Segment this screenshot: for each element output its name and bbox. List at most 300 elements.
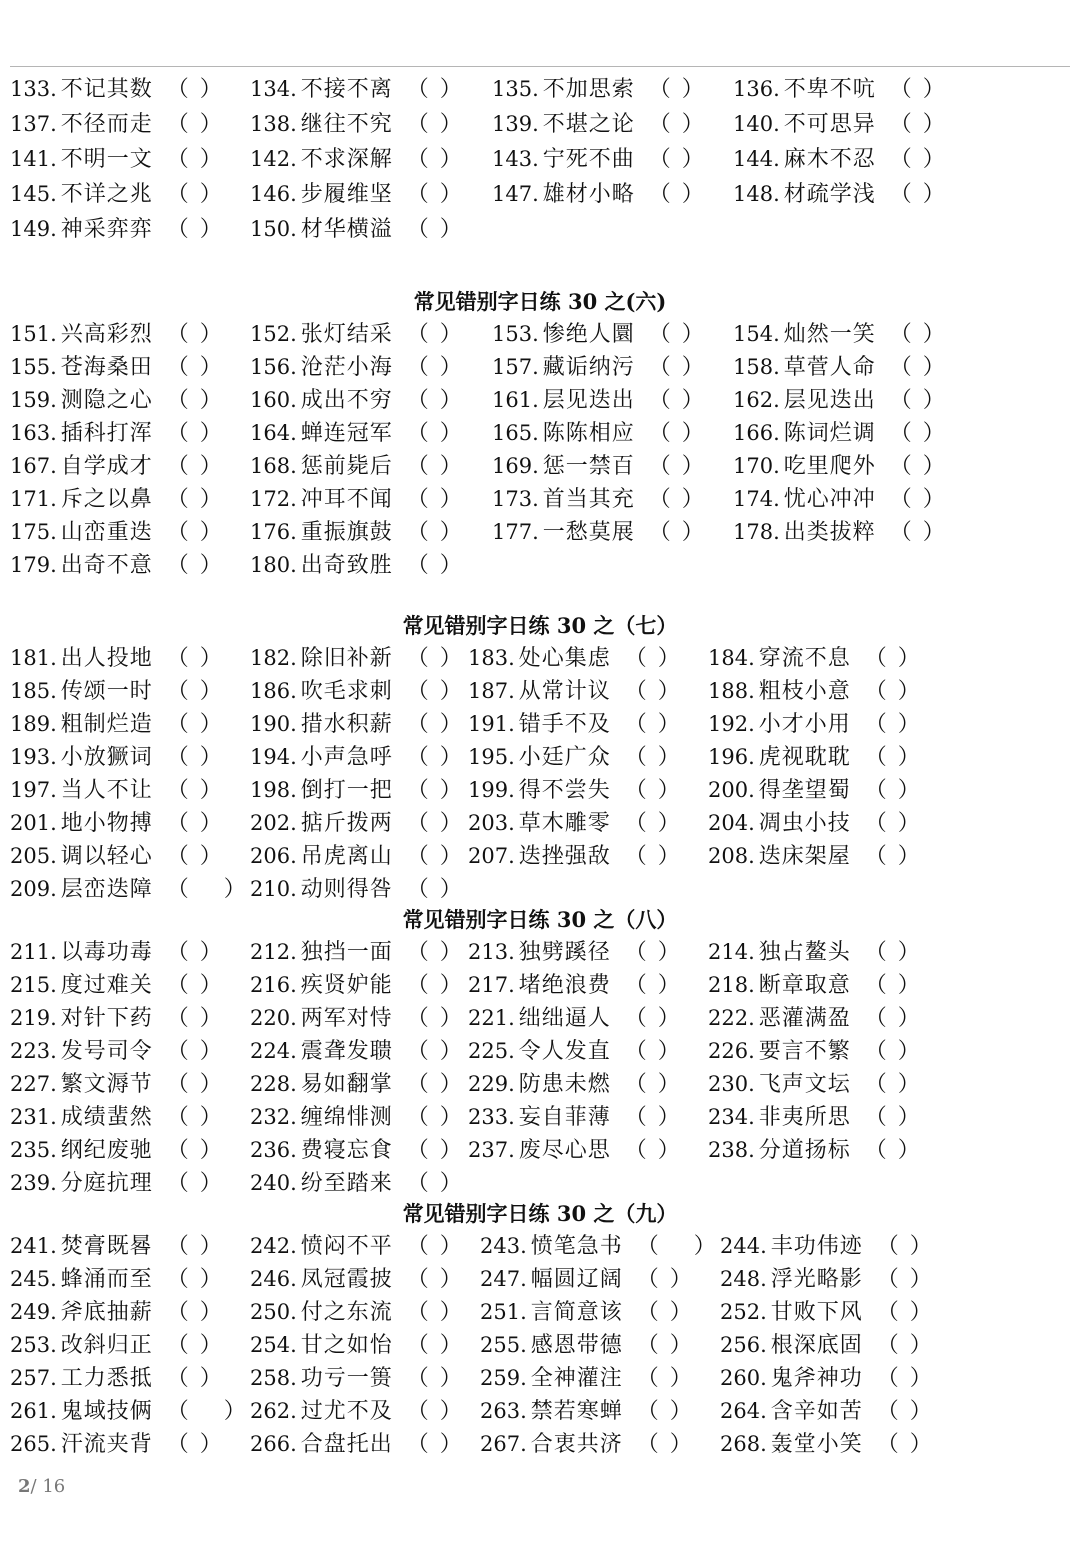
answer-blank[interactable]: （ ） <box>406 1267 464 1292</box>
answer-blank[interactable]: （ ） <box>166 973 224 998</box>
answer-blank[interactable]: （ ） <box>166 940 224 965</box>
idiom-item <box>250 872 464 907</box>
answer-blank[interactable]: （ ） <box>166 1138 224 1163</box>
answer-blank[interactable]: （ ） <box>636 1432 694 1457</box>
item-number: 165. <box>492 421 539 445</box>
answer-blank[interactable]: （ ） <box>889 487 947 512</box>
item-number: 152. <box>250 322 297 346</box>
idiom-text: 不明一文 <box>60 147 153 172</box>
answer-blank[interactable]: （ ） <box>624 973 682 998</box>
item-number: 182. <box>250 646 297 670</box>
idiom-item <box>250 707 464 742</box>
idiom-text: 得不尝失 <box>518 778 611 803</box>
answer-blank[interactable]: （ ） <box>406 322 464 347</box>
answer-blank[interactable]: （ ） <box>406 1300 464 1325</box>
idiom-text: 措水积薪 <box>300 712 393 737</box>
idiom-item <box>708 1100 922 1135</box>
idiom-text: 地小物搏 <box>60 811 153 836</box>
answer-blank[interactable]: （ ） <box>876 1267 934 1292</box>
item-number: 140. <box>733 112 780 136</box>
idiom-item <box>733 416 947 451</box>
answer-blank[interactable]: （ ） <box>889 520 947 545</box>
answer-blank[interactable]: （ ） <box>406 520 464 545</box>
idiom-item <box>492 449 706 484</box>
item-number: 264. <box>720 1399 767 1423</box>
idiom-text: 从常计议 <box>518 679 611 704</box>
answer-blank[interactable]: （ ） <box>648 421 706 446</box>
answer-blank[interactable]: （ ） <box>648 77 706 102</box>
idiom-item <box>492 72 706 107</box>
answer-blank[interactable]: （ ） <box>166 553 224 578</box>
answer-blank[interactable]: （ ） <box>406 454 464 479</box>
idiom-text: 防患未燃 <box>518 1072 611 1097</box>
answer-blank[interactable]: （ ） <box>406 388 464 413</box>
answer-blank[interactable]: （ ） <box>864 679 922 704</box>
item-number: 183. <box>468 646 515 670</box>
idiom-item <box>720 1328 934 1363</box>
item-number: 202. <box>250 811 297 835</box>
idiom-item <box>10 1067 224 1102</box>
idiom-text: 疾贤妒能 <box>300 973 393 998</box>
answer-blank[interactable]: （ ） <box>166 844 224 869</box>
idiom-item <box>468 707 682 742</box>
idiom-item <box>733 177 947 212</box>
answer-blank[interactable]: （ ） <box>889 421 947 446</box>
idiom-item <box>10 107 224 142</box>
answer-blank[interactable]: （ ） <box>166 745 224 770</box>
answer-blank[interactable]: （ ） <box>876 1399 934 1424</box>
idiom-text: 传颂一时 <box>60 679 153 704</box>
item-number: 137. <box>10 112 57 136</box>
answer-blank[interactable]: （ ） <box>624 679 682 704</box>
answer-blank[interactable]: （ ） <box>624 778 682 803</box>
answer-blank[interactable]: （ ） <box>864 1039 922 1064</box>
idiom-item <box>10 1328 224 1363</box>
answer-blank[interactable]: （ ） <box>166 778 224 803</box>
idiom-text: 不径而走 <box>60 112 153 137</box>
item-number: 214. <box>708 940 755 964</box>
answer-blank[interactable]: （ ） <box>406 745 464 770</box>
item-number: 222. <box>708 1006 755 1030</box>
answer-blank[interactable]: （ ） <box>624 940 682 965</box>
idiom-text: 小才小用 <box>758 712 851 737</box>
answer-blank[interactable]: （ ） <box>166 877 248 902</box>
answer-blank[interactable]: （ ） <box>636 1366 694 1391</box>
answer-blank[interactable]: （ ） <box>648 182 706 207</box>
answer-blank[interactable]: （ ） <box>406 1039 464 1064</box>
answer-blank[interactable]: （ ） <box>406 217 464 242</box>
answer-blank[interactable]: （ ） <box>864 745 922 770</box>
answer-blank[interactable]: （ ） <box>864 973 922 998</box>
idiom-text: 非夷所思 <box>758 1105 851 1130</box>
answer-blank[interactable]: （ ） <box>876 1432 934 1457</box>
answer-blank[interactable]: （ ） <box>166 355 224 380</box>
idiom-text: 倒打一把 <box>300 778 393 803</box>
idiom-item <box>733 350 947 385</box>
item-row <box>0 707 1080 740</box>
idiom-item <box>733 515 947 550</box>
idiom-item <box>10 1229 224 1264</box>
answer-blank[interactable]: （ ） <box>889 322 947 347</box>
answer-blank[interactable]: （ ） <box>636 1399 694 1424</box>
answer-blank[interactable]: （ ） <box>406 679 464 704</box>
item-row <box>0 212 1080 247</box>
idiom-text: 甘之如怡 <box>300 1333 393 1358</box>
answer-blank[interactable]: （ ） <box>406 877 464 902</box>
answer-blank[interactable]: （ ） <box>876 1333 934 1358</box>
answer-blank[interactable]: （ ） <box>864 1105 922 1130</box>
idiom-text: 不加思索 <box>542 77 635 102</box>
item-number: 262. <box>250 1399 297 1423</box>
answer-blank[interactable]: （ ） <box>406 112 464 137</box>
answer-blank[interactable]: （ ） <box>648 112 706 137</box>
answer-blank[interactable]: （ ） <box>166 1300 224 1325</box>
idiom-item <box>250 1361 464 1396</box>
idiom-item <box>250 1100 464 1135</box>
answer-blank[interactable]: （ ） <box>406 811 464 836</box>
answer-blank[interactable]: （ ） <box>648 147 706 172</box>
answer-blank[interactable]: （ ） <box>624 1138 682 1163</box>
answer-blank[interactable]: （ ） <box>876 1366 934 1391</box>
idiom-text: 根深底固 <box>770 1333 863 1358</box>
answer-blank[interactable]: （ ） <box>166 487 224 512</box>
answer-blank[interactable]: （ ） <box>636 1333 694 1358</box>
answer-blank[interactable]: （ ） <box>406 1399 464 1424</box>
section6-block <box>0 287 1080 581</box>
idiom-item <box>10 641 224 676</box>
answer-blank[interactable]: （ ） <box>876 1300 934 1325</box>
answer-blank[interactable]: （ ） <box>889 112 947 137</box>
idiom-item <box>250 1229 464 1264</box>
answer-blank[interactable]: （ ） <box>648 454 706 479</box>
item-number: 211. <box>10 940 57 964</box>
item-number: 267. <box>480 1432 527 1456</box>
item-number: 179. <box>10 553 57 577</box>
item-number: 176. <box>250 520 297 544</box>
answer-blank[interactable]: （ ） <box>864 844 922 869</box>
answer-blank[interactable]: （ ） <box>406 1366 464 1391</box>
idiom-item <box>10 839 224 874</box>
item-number: 261. <box>10 1399 57 1423</box>
answer-blank[interactable]: （ ） <box>166 1171 224 1196</box>
item-row <box>0 1034 1080 1067</box>
answer-blank[interactable]: （ ） <box>166 147 224 172</box>
idiom-item <box>708 707 922 742</box>
answer-blank[interactable]: （ ） <box>406 844 464 869</box>
answer-blank[interactable]: （ ） <box>889 77 947 102</box>
idiom-text: 分道扬标 <box>758 1138 851 1163</box>
item-number: 252. <box>720 1300 767 1324</box>
answer-blank[interactable]: （ ） <box>406 1138 464 1163</box>
idiom-item <box>250 1262 464 1297</box>
answer-blank[interactable]: （ ） <box>406 182 464 207</box>
answer-blank[interactable]: （ ） <box>889 388 947 413</box>
item-number: 154. <box>733 322 780 346</box>
idiom-text: 堵绝浪费 <box>518 973 611 998</box>
item-number: 259. <box>480 1366 527 1390</box>
answer-blank[interactable]: （ ） <box>406 553 464 578</box>
idiom-item <box>492 107 706 142</box>
idiom-item <box>468 740 682 775</box>
answer-blank[interactable]: （ ） <box>166 520 224 545</box>
answer-blank[interactable]: （ ） <box>624 811 682 836</box>
answer-blank[interactable]: （ ） <box>624 844 682 869</box>
idiom-item <box>10 773 224 808</box>
answer-blank[interactable]: （ ） <box>864 712 922 737</box>
idiom-item <box>720 1229 934 1264</box>
idiom-item <box>468 1001 682 1036</box>
answer-blank[interactable]: （ ） <box>624 1006 682 1031</box>
idiom-text: 感恩带德 <box>530 1333 623 1358</box>
answer-blank[interactable]: （ ） <box>166 1366 224 1391</box>
answer-blank[interactable]: （ ） <box>636 1267 694 1292</box>
answer-blank[interactable]: （ ） <box>648 520 706 545</box>
item-number: 184. <box>708 646 755 670</box>
answer-blank[interactable]: （ ） <box>166 1072 224 1097</box>
idiom-text: 易如翻掌 <box>300 1072 393 1097</box>
idiom-text: 轰堂小笑 <box>770 1432 863 1457</box>
idiom-item <box>10 968 224 1003</box>
idiom-item <box>492 515 706 550</box>
item-row <box>0 449 1080 482</box>
item-number: 187. <box>468 679 515 703</box>
answer-blank[interactable]: （ ） <box>636 1300 694 1325</box>
item-row <box>0 72 1080 107</box>
answer-blank[interactable]: （ ） <box>166 182 224 207</box>
answer-blank[interactable]: （ ） <box>889 355 947 380</box>
idiom-text: 成出不穷 <box>300 388 393 413</box>
idiom-text: 出类拔粹 <box>783 520 876 545</box>
idiom-item <box>10 548 224 583</box>
answer-blank[interactable]: （ ） <box>166 454 224 479</box>
item-number: 208. <box>708 844 755 868</box>
answer-blank[interactable]: （ ） <box>648 487 706 512</box>
idiom-text: 不卑不吭 <box>783 77 876 102</box>
idiom-item <box>250 482 464 517</box>
idiom-item <box>10 449 224 484</box>
idiom-item <box>720 1262 934 1297</box>
answer-blank[interactable]: （ ） <box>406 1105 464 1130</box>
answer-blank[interactable]: （ ） <box>406 147 464 172</box>
answer-blank[interactable]: （ ） <box>406 1006 464 1031</box>
item-row <box>0 1067 1080 1100</box>
item-number: 189. <box>10 712 57 736</box>
idiom-item <box>468 839 682 874</box>
item-number: 192. <box>708 712 755 736</box>
answer-blank[interactable]: （ ） <box>166 1006 224 1031</box>
answer-blank[interactable]: （ ） <box>406 355 464 380</box>
item-number: 151. <box>10 322 57 346</box>
answer-blank[interactable]: （ ） <box>624 646 682 671</box>
item-number: 168. <box>250 454 297 478</box>
answer-blank[interactable]: （ ） <box>166 811 224 836</box>
item-row <box>0 177 1080 212</box>
idiom-text: 度过难关 <box>60 973 153 998</box>
item-number: 207. <box>468 844 515 868</box>
idiom-item <box>720 1361 934 1396</box>
answer-blank[interactable]: （ ） <box>406 1432 464 1457</box>
idiom-text: 斥之以鼻 <box>60 487 153 512</box>
item-number: 254. <box>250 1333 297 1357</box>
idiom-item <box>720 1427 934 1462</box>
answer-blank[interactable]: （ ） <box>648 322 706 347</box>
answer-blank[interactable]: （ ） <box>406 1234 464 1259</box>
idiom-item <box>708 1034 922 1069</box>
idiom-text: 独劈蹊径 <box>518 940 611 965</box>
idiom-text: 甘败下风 <box>770 1300 863 1325</box>
idiom-text: 苍海桑田 <box>60 355 153 380</box>
answer-blank[interactable]: （ ） <box>166 1105 224 1130</box>
answer-blank[interactable]: （ ） <box>166 112 224 137</box>
item-number: 230. <box>708 1072 755 1096</box>
answer-blank[interactable]: （ ） <box>406 1072 464 1097</box>
answer-blank[interactable]: （ ） <box>624 745 682 770</box>
answer-blank[interactable]: （ ） <box>624 1039 682 1064</box>
answer-blank[interactable]: （ ） <box>166 646 224 671</box>
idiom-text: 草木雕零 <box>518 811 611 836</box>
idiom-text: 当人不让 <box>60 778 153 803</box>
idiom-item <box>492 350 706 385</box>
item-number: 255. <box>480 1333 527 1357</box>
idiom-item <box>492 177 706 212</box>
idiom-item <box>250 1133 464 1168</box>
idiom-item <box>250 548 464 583</box>
answer-blank[interactable]: （ ） <box>166 322 224 347</box>
answer-blank[interactable]: （ ） <box>624 1072 682 1097</box>
idiom-text: 蝉连冠军 <box>300 421 393 446</box>
idiom-item <box>250 1166 464 1201</box>
idiom-text: 独占鳌头 <box>758 940 851 965</box>
answer-blank[interactable]: （ ） <box>406 1333 464 1358</box>
item-number: 138. <box>250 112 297 136</box>
answer-blank[interactable]: （ ） <box>864 1006 922 1031</box>
idiom-item <box>10 212 224 247</box>
item-row <box>0 350 1080 383</box>
item-number: 238. <box>708 1138 755 1162</box>
item-row <box>0 1394 1080 1427</box>
answer-blank[interactable]: （ ） <box>406 940 464 965</box>
item-row <box>0 641 1080 674</box>
idiom-text: 步履维坚 <box>300 182 393 207</box>
item-number: 174. <box>733 487 780 511</box>
item-row <box>0 740 1080 773</box>
answer-blank[interactable]: （ ） <box>166 421 224 446</box>
idiom-text: 凋虫小技 <box>758 811 851 836</box>
answer-blank[interactable]: （ ） <box>864 646 922 671</box>
answer-blank[interactable]: （ ） <box>648 388 706 413</box>
answer-blank[interactable]: （ ） <box>406 778 464 803</box>
answer-blank[interactable]: （ ） <box>889 147 947 172</box>
answer-blank[interactable]: （ ） <box>864 1072 922 1097</box>
item-number: 157. <box>492 355 539 379</box>
idiom-item <box>10 317 224 352</box>
answer-blank[interactable]: （ ） <box>406 487 464 512</box>
idiom-item <box>468 641 682 676</box>
answer-blank[interactable]: （ ） <box>166 1333 224 1358</box>
answer-blank[interactable]: （ ） <box>406 1171 464 1196</box>
answer-blank[interactable]: （ ） <box>166 1267 224 1292</box>
item-row <box>0 872 1080 905</box>
answer-blank[interactable]: （ ） <box>406 646 464 671</box>
idiom-item <box>733 72 947 107</box>
answer-blank[interactable]: （ ） <box>889 182 947 207</box>
answer-blank[interactable]: （ ） <box>166 1234 224 1259</box>
item-number: 209. <box>10 877 57 901</box>
answer-blank[interactable]: （ ） <box>864 811 922 836</box>
answer-blank[interactable]: （ ） <box>889 454 947 479</box>
item-number: 156. <box>250 355 297 379</box>
answer-blank[interactable]: （ ） <box>406 421 464 446</box>
idiom-item <box>250 142 464 177</box>
idiom-item <box>480 1427 694 1462</box>
item-number: 228. <box>250 1072 297 1096</box>
idiom-item <box>10 350 224 385</box>
item-number: 134. <box>250 77 297 101</box>
answer-blank[interactable]: （ ） <box>166 712 224 737</box>
answer-blank[interactable]: （ ） <box>166 388 224 413</box>
item-row <box>0 968 1080 1001</box>
answer-blank[interactable]: （ ） <box>166 217 224 242</box>
idiom-item <box>10 142 224 177</box>
answer-blank[interactable]: （ ） <box>406 712 464 737</box>
idiom-item <box>10 935 224 970</box>
answer-blank[interactable]: （ ） <box>406 77 464 102</box>
answer-blank[interactable]: （ ） <box>864 940 922 965</box>
answer-blank[interactable]: （ ） <box>166 1399 248 1424</box>
idiom-item <box>10 1166 224 1201</box>
idiom-text: 层峦迭障 <box>60 877 153 902</box>
item-number: 258. <box>250 1366 297 1390</box>
answer-blank[interactable]: （ ） <box>406 973 464 998</box>
answer-blank[interactable]: （ ） <box>876 1234 934 1259</box>
answer-blank[interactable]: （ ） <box>166 1432 224 1457</box>
item-number: 175. <box>10 520 57 544</box>
idiom-text: 缠绵悱测 <box>300 1105 393 1130</box>
idiom-text: 吊虎离山 <box>300 844 393 869</box>
item-number: 198. <box>250 778 297 802</box>
answer-blank[interactable]: （ ） <box>864 1138 922 1163</box>
item-number: 203. <box>468 811 515 835</box>
idiom-item <box>492 317 706 352</box>
idiom-text: 全神灌注 <box>530 1366 623 1391</box>
idiom-item <box>10 1001 224 1036</box>
answer-blank[interactable]: （ ） <box>624 712 682 737</box>
answer-blank[interactable]: （ ） <box>166 679 224 704</box>
idiom-text: 雄材小略 <box>542 182 635 207</box>
section9-title: 常见错别字日练 30 之（九） <box>402 1201 678 1226</box>
idiom-item <box>708 1133 922 1168</box>
answer-blank[interactable]: （ ） <box>864 778 922 803</box>
item-number: 223. <box>10 1039 57 1063</box>
answer-blank[interactable]: （ ） <box>648 355 706 380</box>
item-row <box>0 1229 1080 1262</box>
item-number: 217. <box>468 973 515 997</box>
idiom-text: 言简意该 <box>530 1300 623 1325</box>
item-number: 155. <box>10 355 57 379</box>
item-number: 136. <box>733 77 780 101</box>
idiom-item <box>250 1067 464 1102</box>
idiom-item <box>733 142 947 177</box>
answer-blank[interactable]: （ ） <box>624 1105 682 1130</box>
idiom-text: 发号司令 <box>60 1039 153 1064</box>
item-row <box>0 1133 1080 1166</box>
idiom-text: 鬼斧神功 <box>770 1366 863 1391</box>
idiom-item <box>250 1427 464 1462</box>
answer-blank[interactable]: （ ） <box>636 1234 718 1259</box>
answer-blank[interactable]: （ ） <box>166 1039 224 1064</box>
idiom-text: 焚膏既晷 <box>60 1234 153 1259</box>
answer-blank[interactable]: （ ） <box>166 77 224 102</box>
